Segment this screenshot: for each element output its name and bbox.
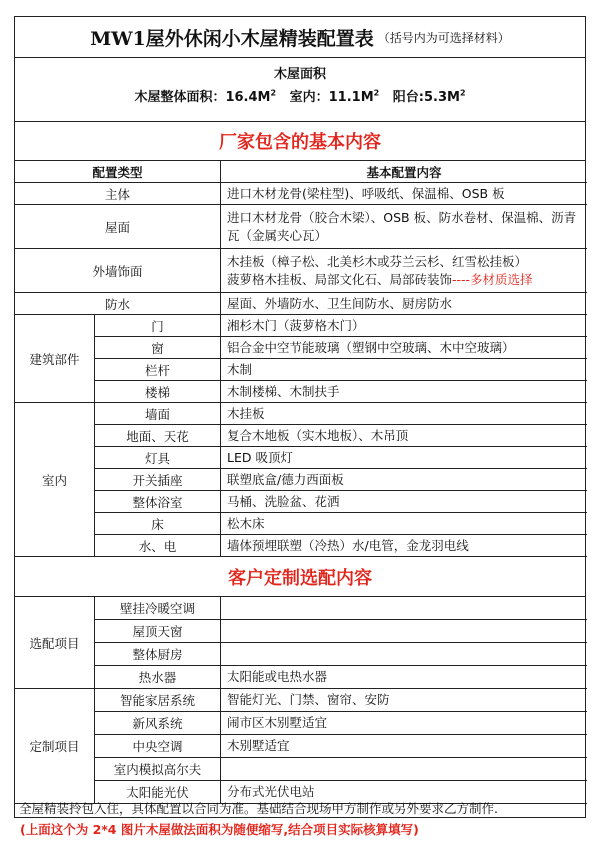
area-heading: 木屋面积 <box>273 67 326 82</box>
row-content-roof: 进口木材龙骨（胶合木梁）、OSB 板、防水卷材、保温棉、沥青瓦（金属夹心瓦） <box>221 205 587 249</box>
optional-item-content <box>221 643 587 666</box>
row-type-facade: 外墙饰面 <box>15 249 221 293</box>
section-included-heading: 厂家包含的基本内容 <box>15 121 585 161</box>
indoor-item-name: 整体浴室 <box>95 491 221 513</box>
custom-item-content <box>221 758 587 781</box>
row-type-main: 主体 <box>15 183 221 205</box>
table-title <box>15 17 585 58</box>
indoor-item-content: 墙体预埋联塑（冷热）水/电管，金龙羽电线 <box>221 535 587 557</box>
row-content-facade <box>221 249 587 293</box>
indoor-item-name: 水、电 <box>95 535 221 557</box>
area-values <box>15 82 585 105</box>
building-item-name: 窗 <box>95 337 221 359</box>
group-building-label: 建筑部件 <box>15 315 95 403</box>
header-type: 配置类型 <box>15 161 221 183</box>
custom-item-content: 分布式光伏电站 <box>221 781 587 804</box>
indoor-item-name: 床 <box>95 513 221 535</box>
custom-item-name: 太阳能光伏 <box>95 781 221 804</box>
custom-item-name: 室内模拟高尔夫 <box>95 758 221 781</box>
area-balcony: 阳台:5.3M <box>392 90 460 105</box>
custom-item-name: 中央空调 <box>95 735 221 758</box>
optional-item-name: 热水器 <box>95 666 221 689</box>
building-item-content: 木制 <box>221 359 587 381</box>
area-block <box>15 57 585 122</box>
optional-item-name: 整体厨房 <box>95 643 221 666</box>
building-item-content: 木制楼梯、木制扶手 <box>221 381 587 403</box>
indoor-item-name: 开关插座 <box>95 469 221 491</box>
building-item-name: 栏杆 <box>95 359 221 381</box>
section-custom-heading: 客户定制选配内容 <box>15 557 585 597</box>
indoor-item-content: 马桶、洗脸盆、花洒 <box>221 491 587 513</box>
row-content-main: 进口木材龙骨(梁柱型)、呼吸纸、保温棉、OSB 板 <box>221 183 587 205</box>
optional-item-content <box>221 620 587 643</box>
building-item-content: 湘杉木门（菠萝格木门） <box>221 315 587 337</box>
group-custom-label: 定制项目 <box>15 689 95 804</box>
indoor-item-content: 木挂板 <box>221 403 587 425</box>
optional-item-name: 屋顶天窗 <box>95 620 221 643</box>
facade-line1: 木挂板（樟子松、北美杉木或芬兰云杉、红雪松挂板） <box>227 253 528 269</box>
custom-item-content: 闹市区木别墅适宜 <box>221 712 587 735</box>
group-indoor-label: 室内 <box>15 403 95 557</box>
area-indoor-sup: 2 <box>373 88 380 98</box>
optional-item-content <box>221 597 587 620</box>
row-content-waterproof: 屋面、外墙防水、卫生间防水、厨房防水 <box>221 293 587 315</box>
row-type-waterproof: 防水 <box>15 293 221 315</box>
indoor-item-content: LED 吸顶灯 <box>221 447 587 469</box>
facade-line2-text: 菠萝格木挂板、局部文化石、局部砖装饰 <box>227 271 453 287</box>
area-total-sup: 2 <box>270 88 277 98</box>
indoor-item-name: 墙面 <box>95 403 221 425</box>
footer-red-note: (上面这个为 2*4 图片木屋做法面积为随便缩写,结合项目实际核算填写) <box>20 822 419 837</box>
optional-item-name: 壁挂冷暖空调 <box>95 597 221 620</box>
facade-note: ----多材质选择 <box>452 271 533 287</box>
custom-item-name: 智能家居系统 <box>95 689 221 712</box>
custom-item-content: 木别墅适宜 <box>221 735 587 758</box>
area-balcony-sup: 2 <box>459 88 466 98</box>
group-optional-label: 选配项目 <box>15 597 95 689</box>
header-content: 基本配置内容 <box>221 161 587 183</box>
row-type-roof: 屋面 <box>15 205 221 249</box>
custom-item-name: 新风系统 <box>95 712 221 735</box>
title-main: MW1屋外休闲小木屋精装配置表 <box>90 27 374 50</box>
area-indoor: 室内：11.1M <box>289 90 374 105</box>
indoor-item-content: 联塑底盒/德力西面板 <box>221 469 587 491</box>
facade-line2 <box>227 271 533 289</box>
indoor-item-name: 地面、天花 <box>95 425 221 447</box>
indoor-item-content: 复合木地板（实木地板）、木吊顶 <box>221 425 587 447</box>
optional-item-content: 太阳能或电热水器 <box>221 666 587 689</box>
building-item-name: 门 <box>95 315 221 337</box>
area-total: 木屋整体面积：16.4M <box>134 90 271 105</box>
config-table <box>14 16 586 818</box>
building-item-content: 铝合金中空节能玻璃（塑钢中空玻璃、木中空玻璃） <box>221 337 587 359</box>
building-item-name: 楼梯 <box>95 381 221 403</box>
custom-item-content: 智能灯光、门禁、窗帘、安防 <box>221 689 587 712</box>
indoor-item-content: 松木床 <box>221 513 587 535</box>
indoor-item-name: 灯具 <box>95 447 221 469</box>
title-subtitle: （括号内为可选择材料） <box>377 30 510 45</box>
footer-note: 全屋精装拎包入住，具体配置以合同为准。基础结合现场甲方制作或另外要求乙方制作. <box>19 801 498 816</box>
